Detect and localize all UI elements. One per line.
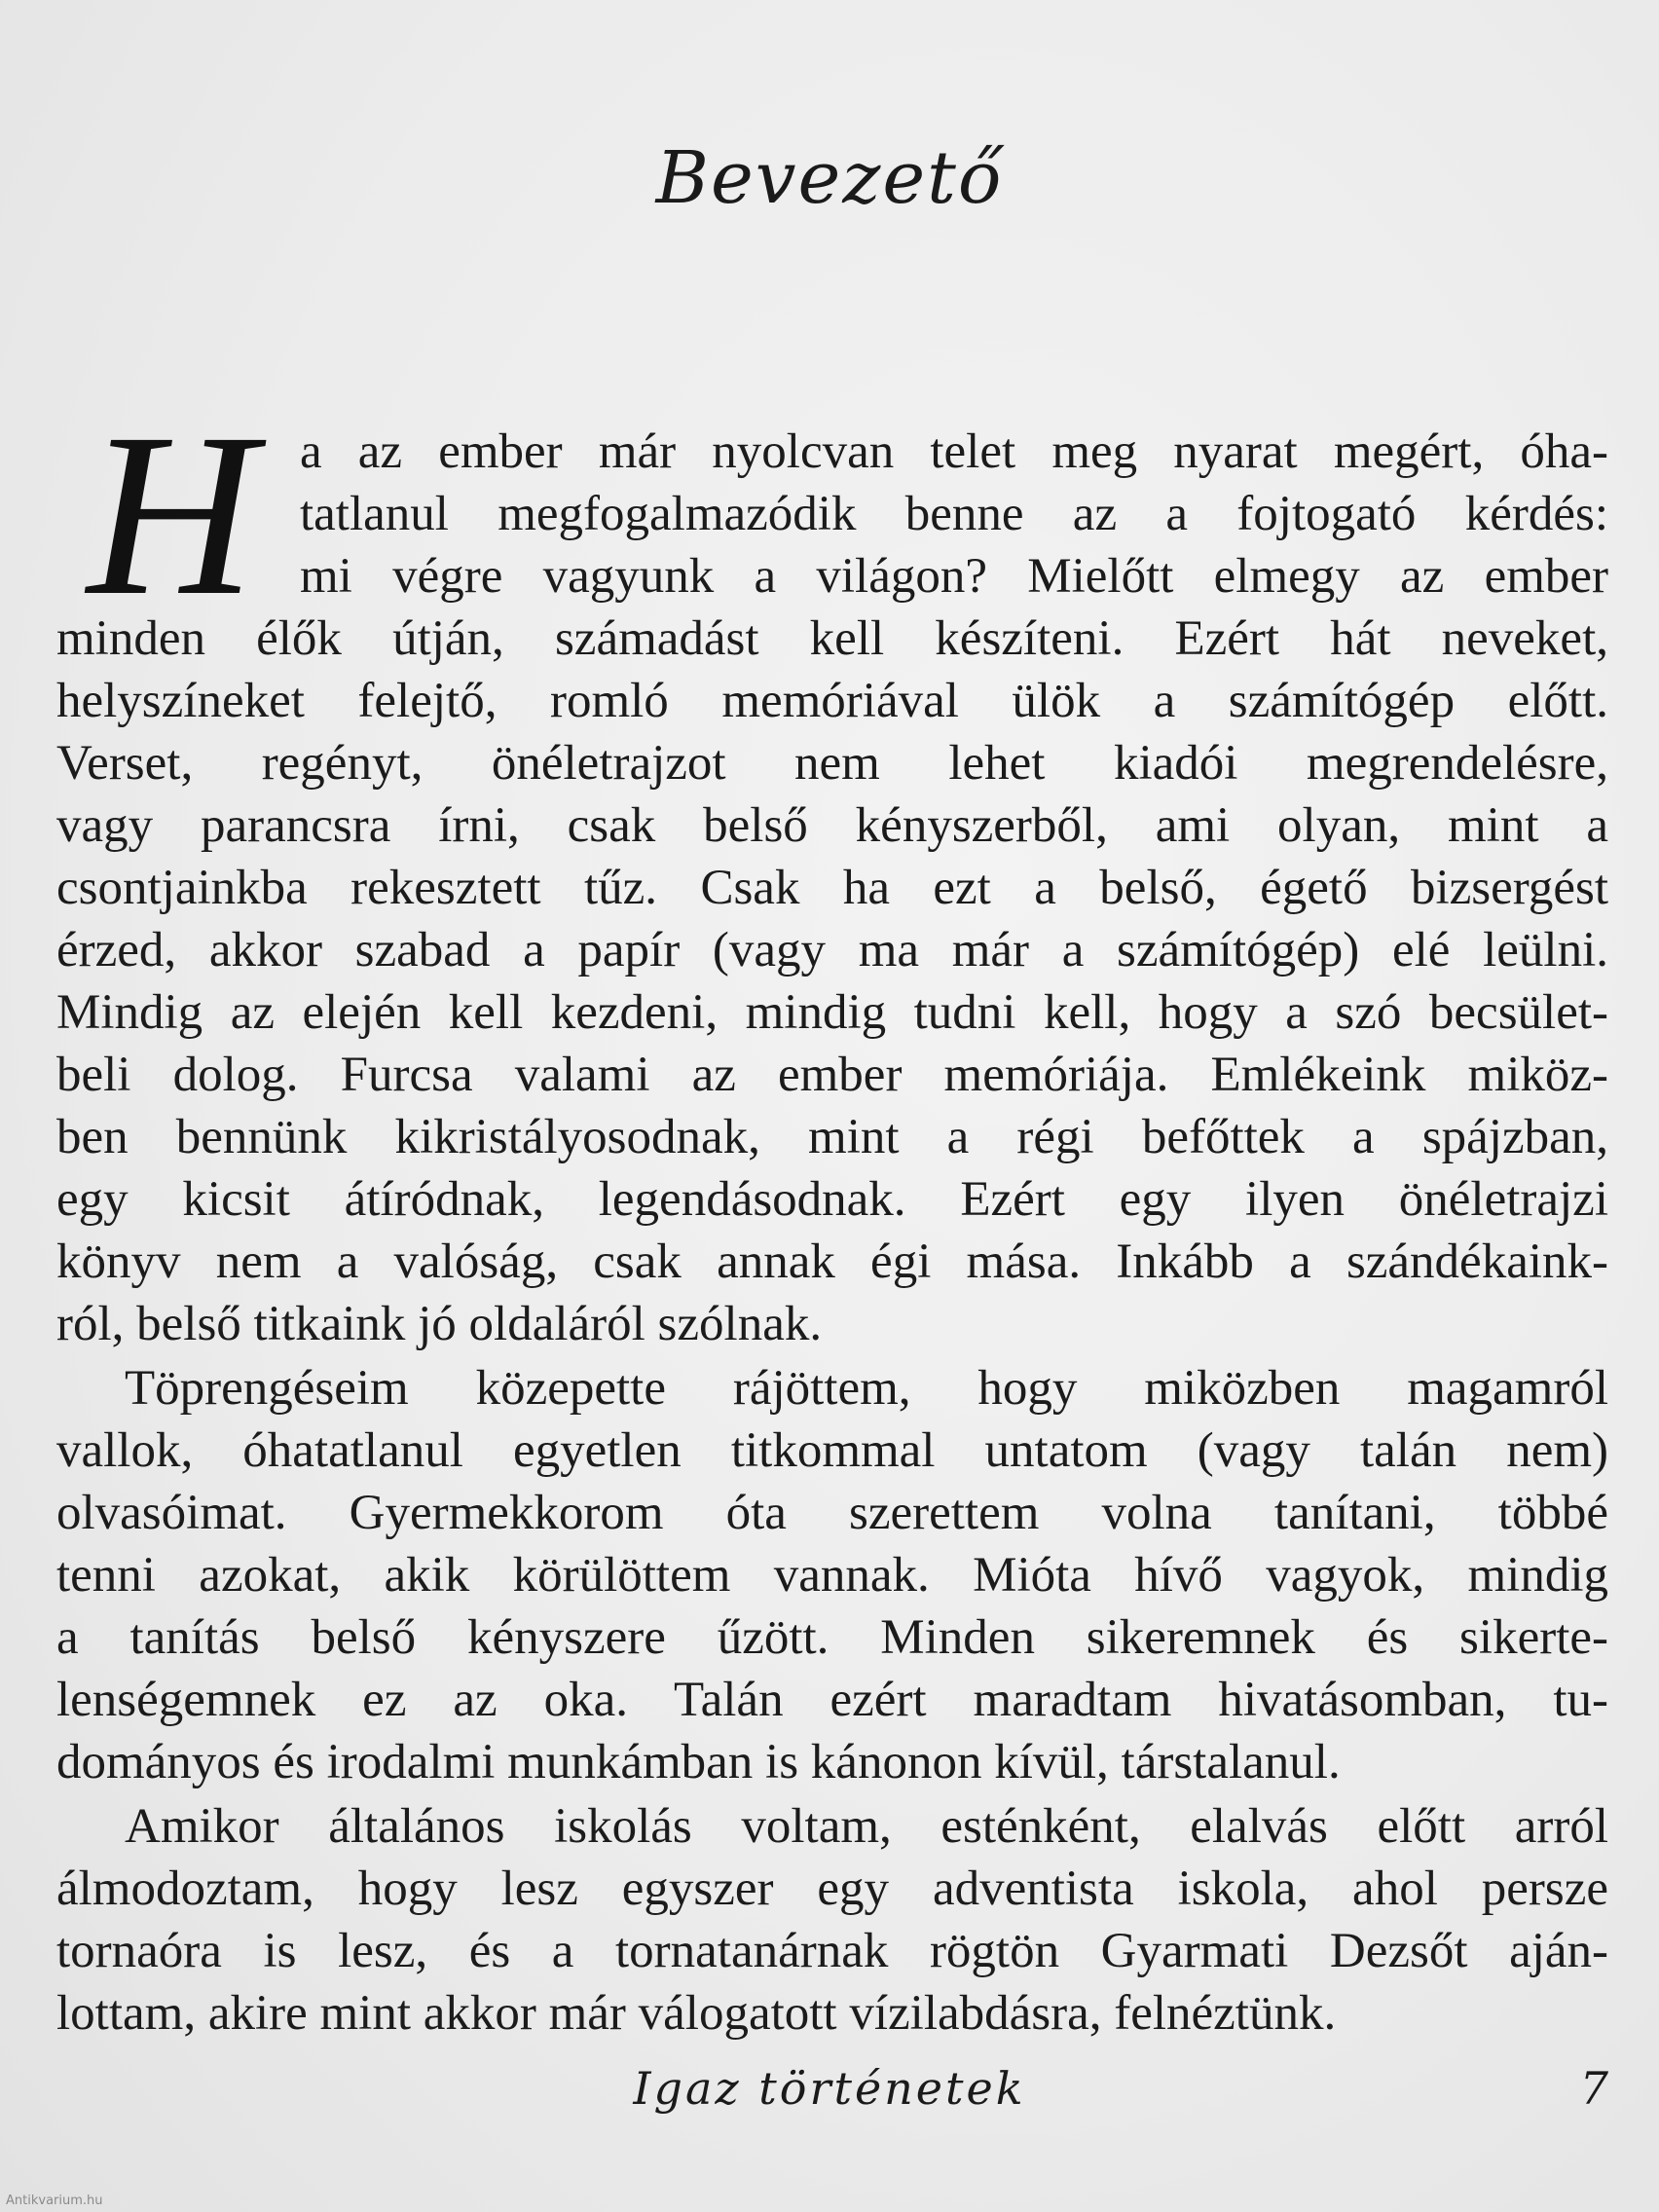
text-line: dományos és irodalmi munkámban is kánonon kívül, társtalanul. bbox=[56, 1735, 1341, 1789]
text-line: könyv nem a valóság, csak annak égi mása. Inkább a szándékaink- bbox=[56, 1235, 1608, 1289]
running-footer-title: Igaz történetek bbox=[633, 2062, 1026, 2115]
text-line: a az ember már nyolcvan telet meg nyarat megért, óha- bbox=[300, 424, 1608, 479]
text-line: tenni azokat, akik körülöttem vannak. Mióta hívő vagyok, mindig bbox=[56, 1548, 1608, 1603]
text-line: vallok, óhatatlanul egyetlen titkommal untatom (vagy talán nem) bbox=[56, 1423, 1608, 1478]
chapter-heading: Bevezető bbox=[655, 136, 1004, 220]
text-line: ben bennünk kikristályosodnak, mint a régi befőttek a spájzban, bbox=[56, 1110, 1608, 1164]
text-line: mi végre vagyunk a világon? Mielőtt elmegy az ember bbox=[300, 549, 1608, 604]
text-line: helyszíneket felejtő, romló memóriával ülök a számítógép előtt. bbox=[56, 674, 1608, 728]
text-line: csontjainkba rekesztett tűz. Csak ha ezt a belső, égető bizsergést bbox=[56, 861, 1608, 915]
page-number: 7 bbox=[1579, 2062, 1608, 2115]
text-line: egy kicsit átíródnak, legendásodnak. Ezért egy ilyen önéletrajzi bbox=[56, 1172, 1608, 1227]
text-line: álmodoztam, hogy lesz egyszer egy adventista iskola, ahol persze bbox=[56, 1862, 1608, 1916]
text-line: Verset, regényt, önéletrajzot nem lehet kiadói megrendelésre, bbox=[56, 736, 1608, 791]
text-line: Amikor általános iskolás voltam, esténként, elalvás előtt arról bbox=[125, 1799, 1608, 1854]
drop-cap: H bbox=[87, 385, 256, 644]
text-line: lenségemnek ez az oka. Talán ezért maradtam hivatásomban, tu- bbox=[56, 1673, 1608, 1727]
text-line: lottam, akire mint akkor már válogatott vízilabdásra, felnéztünk. bbox=[56, 1986, 1337, 2041]
text-line: ról, belső titkaink jó oldaláról szólnak. bbox=[56, 1297, 823, 1351]
text-line: tornaóra is lesz, és a tornatanárnak rögtön Gyarmati Dezsőt aján- bbox=[56, 1924, 1608, 1978]
text-line: olvasóimat. Gyermekkorom óta szerettem volna tanítani, többé bbox=[56, 1486, 1608, 1540]
watermark: Antikvarium.hu bbox=[6, 2194, 103, 2208]
text-line: minden élők útján, számadást kell készíteni. Ezért hát neveket, bbox=[56, 611, 1608, 666]
text-line: beli dolog. Furcsa valami az ember memóriája. Emlékeink miköz- bbox=[56, 1048, 1608, 1102]
text-line: Töprengéseim közepette rájöttem, hogy miközben magamról bbox=[125, 1361, 1608, 1416]
text-line: tatlanul megfogalmazódik benne az a fojtogató kérdés: bbox=[300, 487, 1608, 541]
text-line: vagy parancsra írni, csak belső kényszerből, ami olyan, mint a bbox=[56, 798, 1608, 853]
text-line: Mindig az elején kell kezdeni, mindig tudni kell, hogy a szó becsület- bbox=[56, 985, 1608, 1040]
text-line: érzed, akkor szabad a papír (vagy ma már a számítógép) elé leülni. bbox=[56, 923, 1608, 977]
text-line: a tanítás belső kényszere űzött. Minden sikeremnek és sikerte- bbox=[56, 1610, 1608, 1665]
